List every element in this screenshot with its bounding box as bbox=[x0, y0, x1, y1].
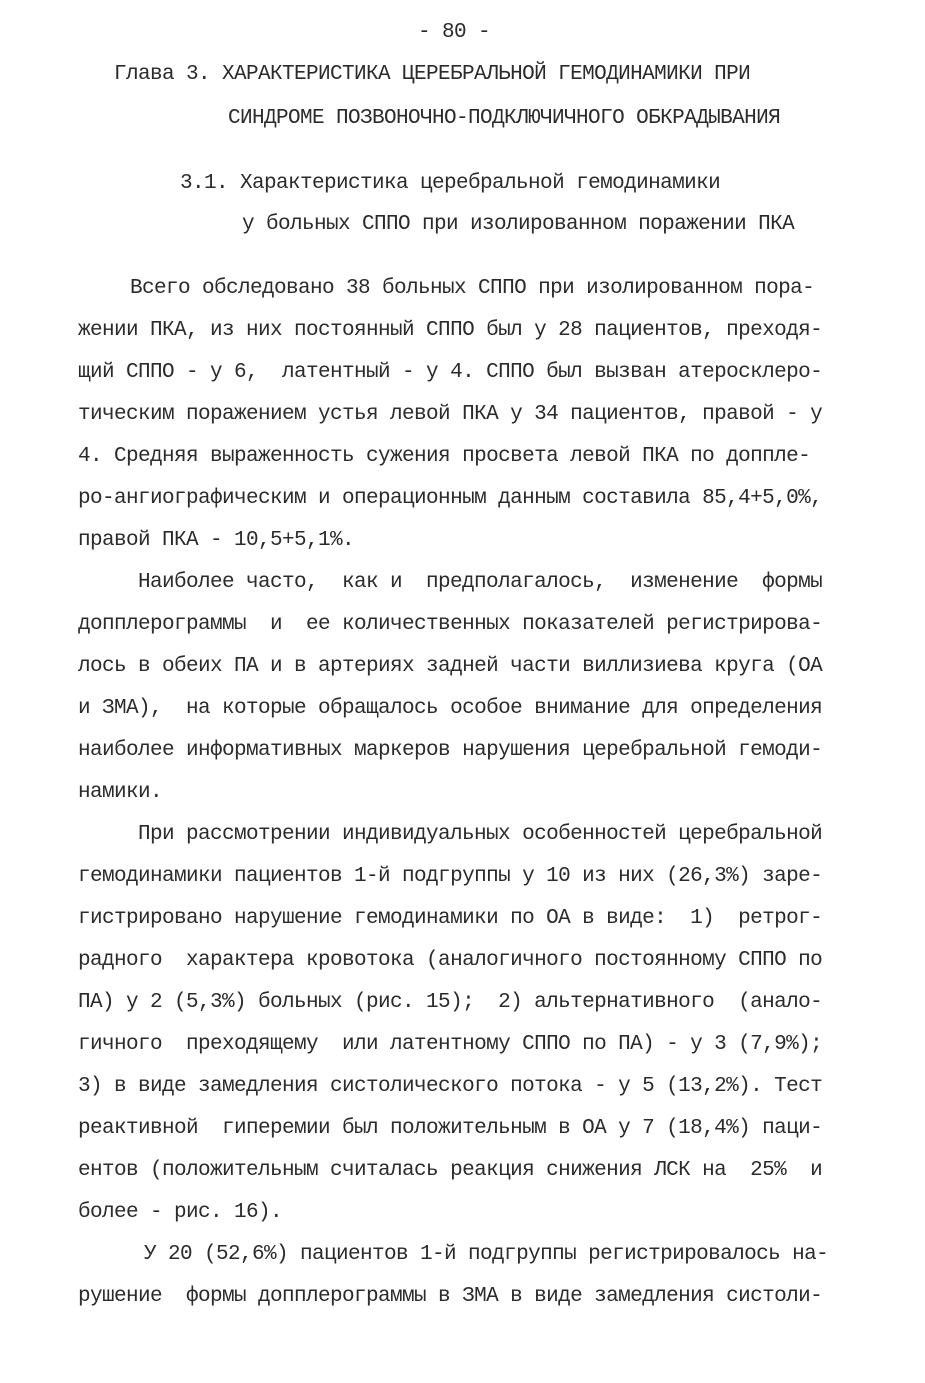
body-line: 3) в виде замедления систолического потока - у 5 (13,2%). Тест bbox=[78, 1075, 823, 1098]
body-line: щий СППО - у 6, латентный - у 4. СППО был вызван атеросклеро- bbox=[78, 361, 823, 384]
body-line: жении ПКА, из них постоянный СППО был у 28 пациентов, преходя- bbox=[78, 319, 823, 342]
section-title-line-1: 3.1. Характеристика церебральной гемодинамики bbox=[180, 172, 721, 195]
body-line: лось в обеих ПА и в артериях задней части виллизиева круга (ОА bbox=[78, 655, 823, 678]
chapter-title-line-1: Глава 3. ХАРАКТЕРИСТИКА ЦЕРЕБРАЛЬНОЙ ГЕМОДИНАМИКИ ПРИ bbox=[114, 63, 751, 86]
body-line: допплерограммы и ее количественных показателей регистрирова- bbox=[78, 613, 823, 636]
body-line: более - рис. 16). bbox=[78, 1201, 283, 1224]
body-line: Всего обследовано 38 больных СППО при изолированном пора- bbox=[130, 277, 815, 300]
body-line: гемодинамики пациентов 1-й подгруппы у 10 из них (26,3%) заре- bbox=[78, 865, 823, 888]
body-line: правой ПКА - 10,5+5,1%. bbox=[78, 529, 355, 552]
body-line: реактивной гиперемии был положительным в ОА у 7 (18,4%) паци- bbox=[78, 1117, 823, 1140]
body-line: намики. bbox=[78, 781, 163, 804]
body-line: рушение формы допплерограммы в ЗМА в виде замедления систоли- bbox=[78, 1285, 823, 1308]
page-number: - 80 - bbox=[418, 21, 491, 44]
body-line: ПА) у 2 (5,3%) больных (рис. 15); 2) альтернативного (анало- bbox=[78, 991, 823, 1014]
body-line: При рассмотрении индивидуальных особенностей церебральной bbox=[138, 823, 823, 846]
body-line: Наиболее часто, как и предполагалось, изменение формы bbox=[138, 571, 823, 594]
body-line: ро-ангиографическим и операционным данным составила 85,4+5,0%, bbox=[78, 487, 823, 510]
body-line: гистрировано нарушение гемодинамики по ОА в виде: 1) ретрог- bbox=[78, 907, 823, 930]
body-line: гичного преходящему или латентному СППО по ПА) - у 3 (7,9%); bbox=[78, 1033, 823, 1056]
body-line: и ЗМА), на которые обращалось особое внимание для определения bbox=[78, 697, 823, 720]
chapter-title-line-2: СИНДРОМЕ ПОЗВОНОЧНО-ПОДКЛЮЧИЧНОГО ОБКРАДЫВАНИЯ bbox=[228, 107, 781, 130]
body-line: ентов (положительным считалась реакция снижения ЛСК на 25% и bbox=[78, 1159, 823, 1182]
section-title-line-2: у больных СППО при изолированном поражении ПКА bbox=[242, 213, 795, 236]
body-line: наиболее информативных маркеров нарушения церебральной гемоди- bbox=[78, 739, 823, 762]
body-line: 4. Средняя выраженность сужения просвета левой ПКА по доппле- bbox=[78, 445, 811, 468]
body-line: У 20 (52,6%) пациентов 1-й подгруппы регистрировалось на- bbox=[144, 1243, 829, 1266]
body-line: тическим поражением устья левой ПКА у 34 пациентов, правой - у bbox=[78, 403, 823, 426]
body-line: радного характера кровотока (аналогичного постоянному СППО по bbox=[78, 949, 823, 972]
